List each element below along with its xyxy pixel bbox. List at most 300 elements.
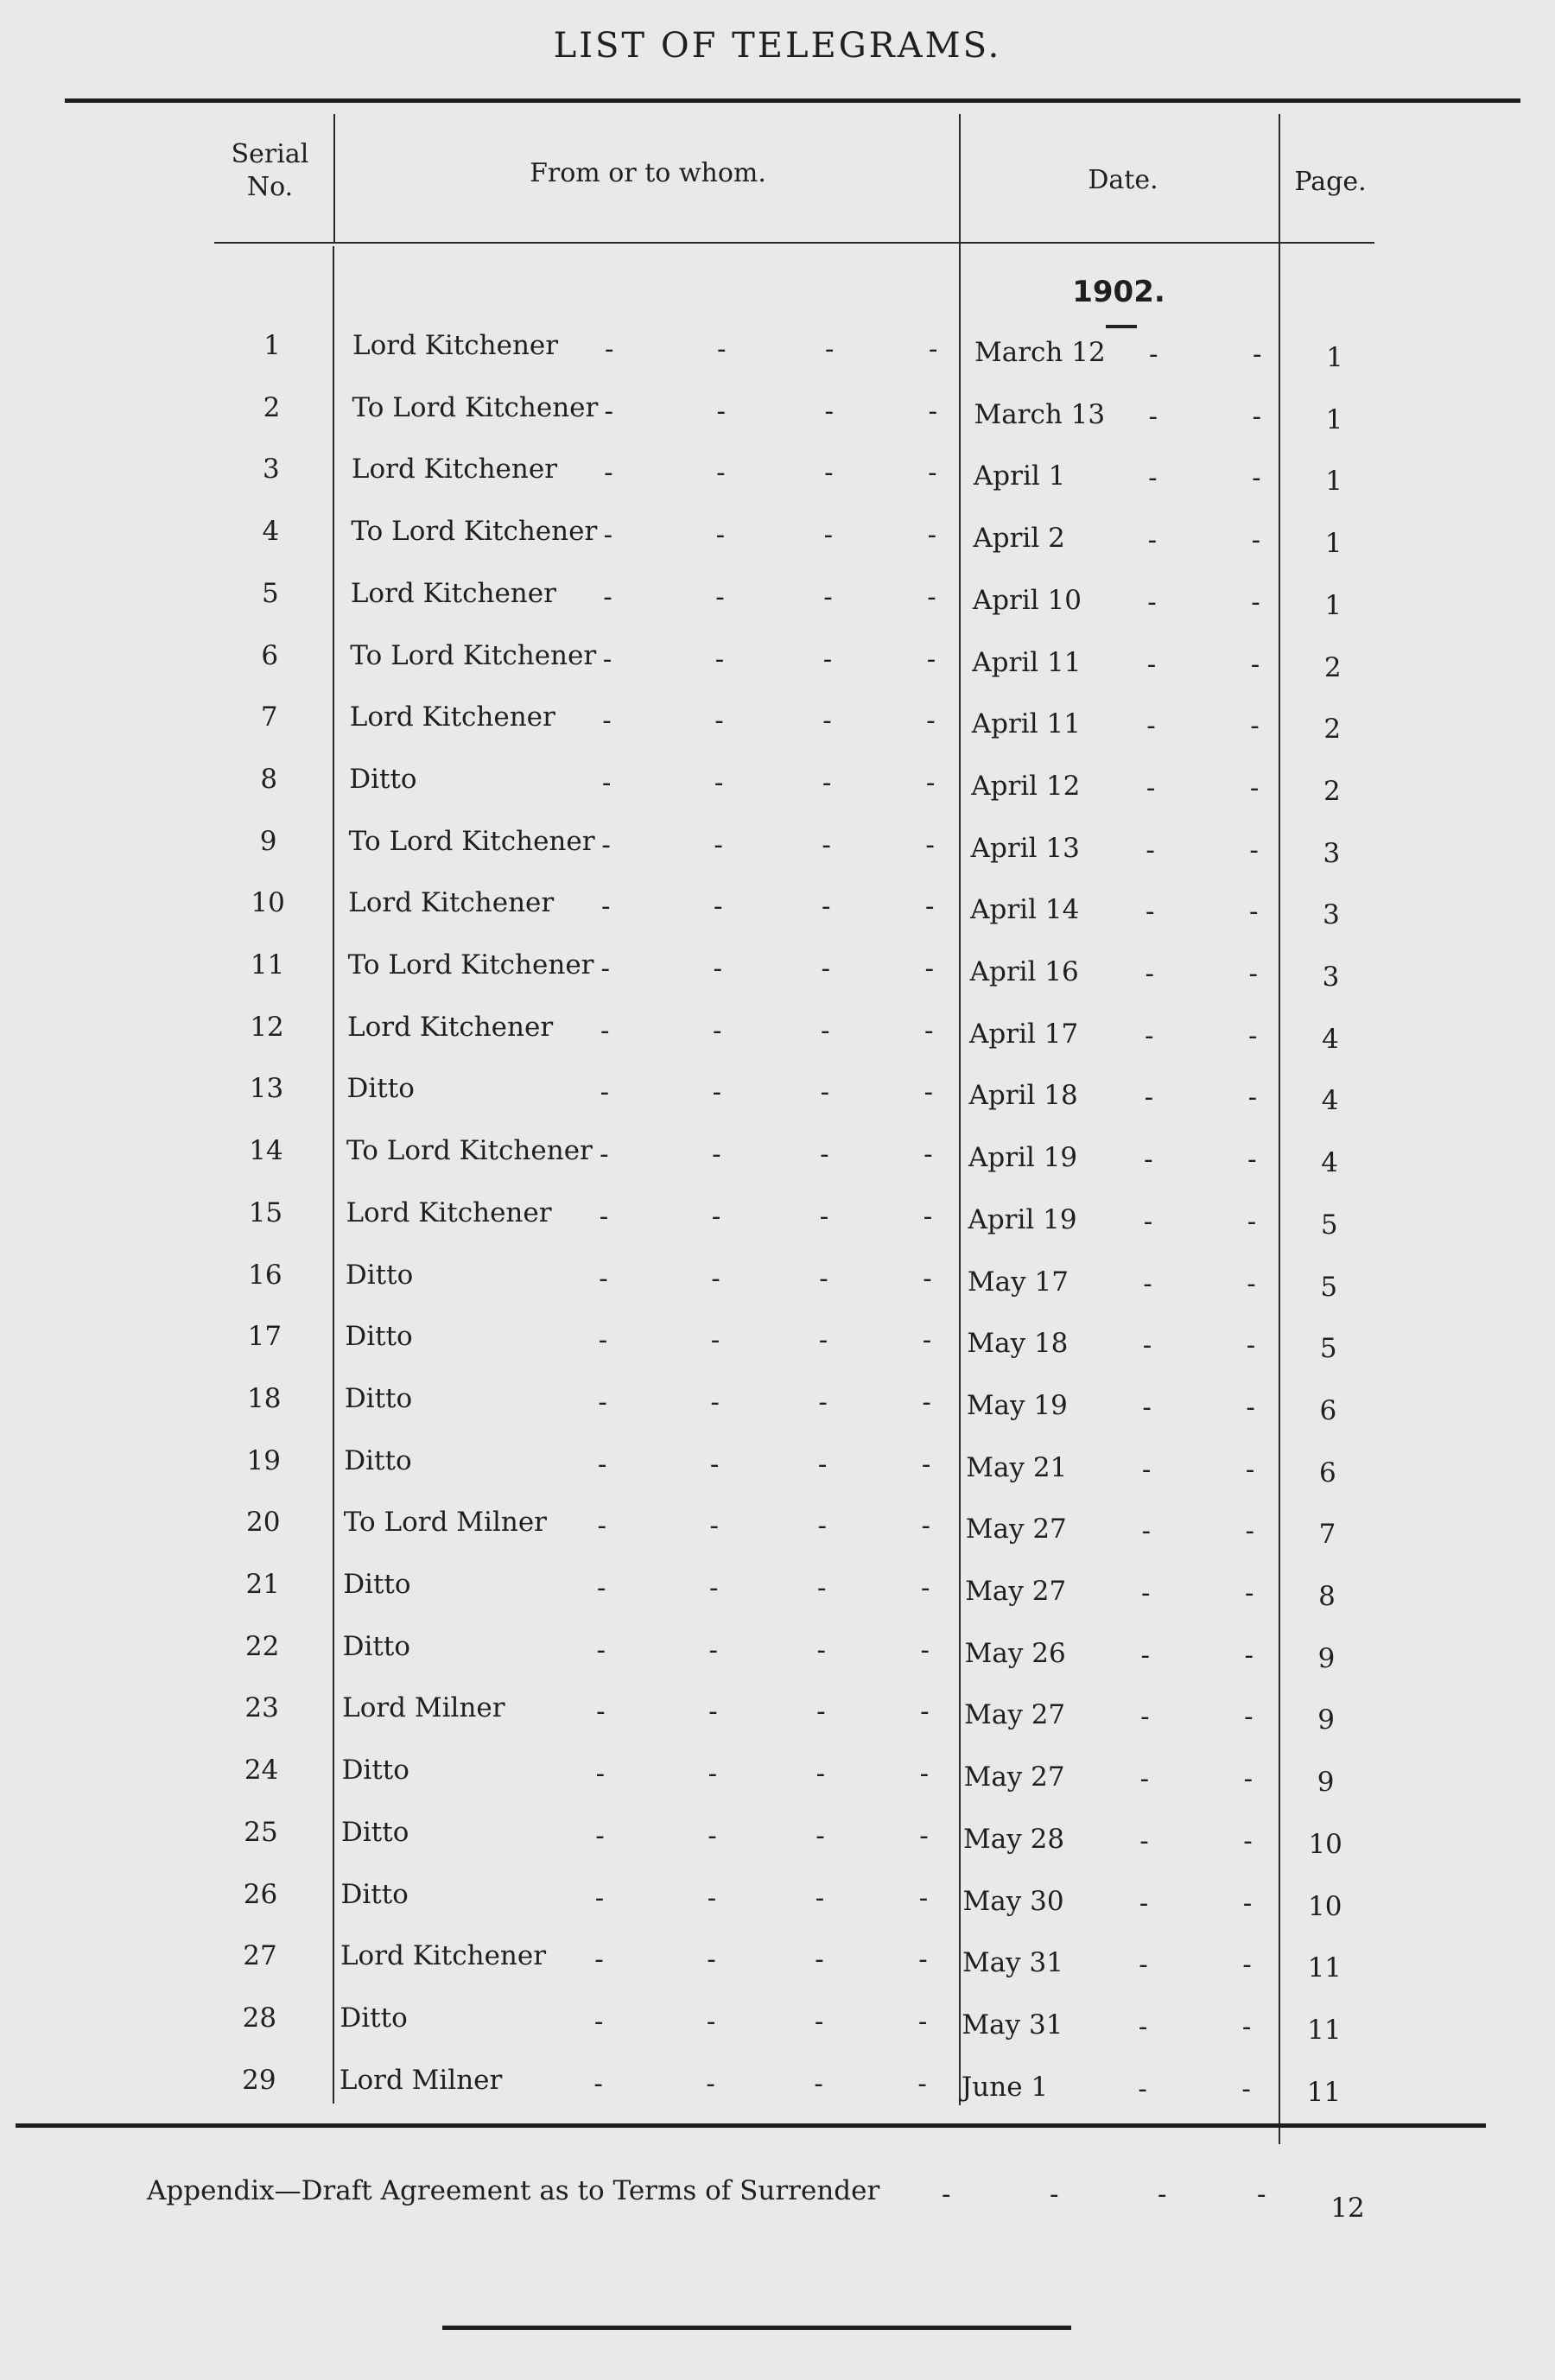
table-row (0, 1569, 1555, 1621)
page-number: 11 (1306, 2076, 1342, 2108)
table-row (0, 1012, 1555, 1063)
leader-dash: - (1253, 339, 1262, 370)
table-row (0, 392, 1555, 444)
leader-dash: - (593, 2005, 604, 2037)
table-row (0, 1073, 1555, 1125)
telegram-date: May 17 (967, 1266, 1069, 1298)
leader-dash: - (1248, 1019, 1258, 1051)
correspondent: Lord Kitchener (352, 330, 559, 361)
table-row (0, 454, 1555, 505)
leader-dash: - (815, 1882, 825, 1914)
telegram-date: March 13 (974, 398, 1106, 430)
page-number: 3 (1323, 899, 1340, 931)
table-row (0, 764, 1555, 816)
page-number: 6 (1319, 1457, 1336, 1488)
leader-dash: - (716, 395, 727, 427)
leader-dash: - (917, 2067, 927, 2099)
leader-dash: - (1144, 1082, 1154, 1114)
page-number: 1 (1324, 528, 1342, 560)
leader-dash: - (816, 1634, 827, 1666)
leader-dash: - (717, 333, 727, 365)
page-number: 2 (1323, 775, 1341, 807)
table-row (0, 1879, 1555, 1931)
leader-dash: - (1146, 710, 1156, 742)
leader-dash: - (814, 2005, 824, 2037)
leader-dash: - (710, 1386, 720, 1418)
serial-number: 4 (262, 516, 280, 548)
leader-dash: - (1251, 586, 1260, 618)
telegram-date: April 1 (973, 460, 1066, 492)
page-number: 9 (1317, 1704, 1335, 1736)
correspondent: Lord Kitchener (348, 887, 555, 919)
leader-dash: - (1250, 648, 1260, 680)
header-serial: Serial No. (231, 139, 309, 202)
leader-dash: - (595, 1758, 606, 1790)
closing-rule (442, 2326, 1071, 2330)
correspondent: Lord Kitchener (347, 1011, 554, 1043)
page-number: 4 (1321, 1085, 1339, 1117)
leader-dash: - (1140, 1701, 1150, 1733)
leader-dash: - (821, 891, 831, 923)
leader-dash: - (1142, 1391, 1152, 1423)
telegram-date: April 11 (972, 646, 1082, 678)
leader-dash: - (708, 1819, 717, 1851)
table-row (0, 578, 1555, 630)
leader-dash: - (1148, 400, 1158, 432)
header-date: Date. (1088, 165, 1158, 195)
leader-dash: - (709, 1448, 720, 1480)
serial-number: 24 (244, 1755, 279, 1787)
serial-number: 28 (242, 2002, 277, 2034)
leader-dash: - (923, 1139, 933, 1171)
page-number: 11 (1307, 2014, 1342, 2046)
leader-dash: - (1050, 2179, 1059, 2210)
serial-number: 2 (263, 391, 281, 423)
leader-dash: - (715, 581, 725, 612)
leader-dash: - (1149, 339, 1158, 370)
page-number: 1 (1325, 466, 1342, 498)
telegram-date: May 28 (963, 1823, 1065, 1855)
table-row (0, 330, 1555, 382)
leader-dash: - (715, 519, 726, 551)
correspondent: Ditto (344, 1382, 413, 1414)
table-row (0, 1260, 1555, 1311)
leader-dash: - (1144, 1144, 1153, 1176)
correspondent: Ditto (341, 1816, 409, 1848)
leader-dash: - (825, 333, 835, 365)
page-number: 9 (1317, 1767, 1335, 1799)
leader-dash: - (1247, 1205, 1257, 1237)
leader-dash: - (923, 1262, 932, 1294)
leader-dash: - (599, 1200, 609, 1232)
leader-dash: - (716, 457, 726, 489)
leader-dash: - (1245, 1577, 1254, 1609)
table-row (0, 1755, 1555, 1806)
leader-dash: - (927, 519, 937, 551)
table-row (0, 949, 1555, 1001)
table-row (0, 1817, 1555, 1869)
leader-dash: - (712, 1076, 722, 1108)
page-number: 3 (1322, 962, 1340, 993)
leader-dash: - (923, 1200, 933, 1232)
page-number: 4 (1321, 1147, 1338, 1179)
year-underline (1106, 325, 1137, 328)
leader-dash: - (922, 1324, 932, 1356)
leader-dash: - (928, 457, 937, 489)
serial-number: 17 (247, 1321, 282, 1353)
leader-dash: - (708, 1634, 719, 1666)
table-row (0, 1445, 1555, 1497)
leader-dash: - (710, 1324, 720, 1356)
page-number: 9 (1317, 1642, 1336, 1674)
telegram-date: April 12 (971, 770, 1081, 802)
leader-dash: - (1247, 1267, 1256, 1299)
correspondent: Ditto (340, 2002, 408, 2034)
correspondent: Ditto (345, 1259, 414, 1291)
leader-dash: - (824, 395, 835, 427)
correspondent: Lord Kitchener (349, 701, 555, 733)
telegram-date: May 31 (962, 1947, 1063, 1979)
serial-number: 8 (260, 763, 278, 795)
leader-dash: - (1242, 1949, 1252, 1981)
leader-dash: - (594, 1944, 604, 1976)
telegram-date: March 12 (974, 337, 1106, 368)
leader-dash: - (1139, 1949, 1148, 1981)
year-heading: 1902. (1072, 275, 1165, 309)
leader-dash: - (602, 643, 612, 675)
leader-dash: - (1243, 1825, 1253, 1856)
telegram-date: May 26 (964, 1637, 1066, 1669)
leader-dash: - (822, 705, 832, 737)
leader-dash: - (709, 1572, 719, 1603)
leader-dash: - (597, 1510, 606, 1542)
header-from-to: From or to whom. (530, 158, 766, 188)
leader-dash: - (814, 2067, 823, 2099)
page-number: 8 (1318, 1581, 1336, 1612)
leader-dash: - (599, 1262, 608, 1294)
leader-dash: - (594, 1882, 605, 1914)
leader-dash: - (821, 1014, 830, 1046)
column-divider (333, 114, 335, 242)
correspondent: Lord Kitchener (350, 577, 556, 609)
leader-dash: - (1248, 958, 1258, 989)
leader-dash: - (820, 1139, 829, 1171)
table-row (0, 1507, 1555, 1558)
telegram-date: April 10 (972, 584, 1082, 616)
serial-number: 19 (246, 1444, 281, 1476)
serial-number: 22 (244, 1630, 280, 1662)
leader-dash: - (926, 643, 936, 675)
leader-dash: - (714, 705, 724, 737)
leader-dash: - (918, 1882, 929, 1914)
leader-dash: - (1252, 462, 1261, 494)
table-row (0, 1940, 1555, 1992)
leader-dash: - (1147, 524, 1158, 556)
leader-dash: - (593, 2067, 603, 2099)
leader-dash: - (711, 1200, 721, 1232)
correspondent: Ditto (344, 1444, 412, 1476)
leader-dash: - (1139, 1763, 1150, 1795)
page-number: 5 (1320, 1209, 1338, 1241)
page-number: 5 (1319, 1333, 1337, 1365)
serial-number: 7 (260, 701, 278, 733)
leader-dash: - (1148, 462, 1158, 494)
leader-dash: - (1246, 1330, 1256, 1361)
telegram-date: April 19 (968, 1203, 1077, 1235)
leader-dash: - (600, 1076, 610, 1108)
correspondent: Ditto (343, 1569, 411, 1600)
leader-dash: - (1245, 1515, 1254, 1547)
bottom-rule (16, 2123, 1486, 2128)
leader-dash: - (816, 1819, 825, 1851)
correspondent: Ditto (340, 1878, 409, 1910)
appendix-page: 12 (1330, 2193, 1365, 2224)
leader-dash: - (601, 766, 612, 798)
leader-dash: - (929, 333, 938, 365)
leader-dash: - (928, 395, 938, 427)
leader-dash: - (917, 2005, 928, 2037)
leader-dash: - (1241, 2072, 1251, 2104)
leader-dash: - (1242, 1887, 1253, 1919)
telegram-date: May 30 (962, 1885, 1064, 1917)
page-title: LIST OF TELEGRAMS. (553, 26, 1002, 66)
leader-dash: - (1252, 400, 1262, 432)
serial-number: 26 (243, 1878, 278, 1910)
table-row (0, 516, 1555, 568)
correspondent: Lord Milner (339, 2064, 503, 2096)
leader-dash: - (824, 457, 834, 489)
telegram-date: May 27 (964, 1699, 1066, 1731)
leader-dash: - (707, 1882, 717, 1914)
serial-number: 15 (248, 1196, 283, 1228)
appendix-label: Appendix—Draft Agreement as to Terms of Surrender (147, 2175, 880, 2206)
table-row (0, 640, 1555, 692)
page-number: 6 (1319, 1394, 1337, 1426)
serial-number: 16 (248, 1259, 282, 1291)
correspondent: Ditto (349, 763, 417, 795)
correspondent: Lord Milner (342, 1692, 505, 1724)
leader-dash: - (604, 457, 613, 489)
telegram-date: April 13 (970, 832, 1080, 864)
leader-dash: - (816, 1758, 826, 1790)
leader-dash: - (922, 1386, 931, 1418)
leader-dash: - (706, 2005, 716, 2037)
telegram-date: April 18 (968, 1080, 1078, 1112)
serial-number: 27 (243, 1940, 277, 1972)
correspondent: Ditto (345, 1321, 413, 1353)
leader-dash: - (596, 1696, 606, 1728)
leader-dash: - (1249, 834, 1259, 866)
leader-dash: - (816, 1696, 826, 1728)
leader-dash: - (712, 1139, 721, 1171)
leader-dash: - (921, 1510, 930, 1542)
leader-dash: - (597, 1572, 606, 1603)
leader-dash: - (921, 1448, 931, 1480)
leader-dash: - (711, 1262, 720, 1294)
leader-dash: - (1251, 524, 1261, 556)
leader-dash: - (1139, 1825, 1149, 1856)
leader-dash: - (708, 1758, 718, 1790)
leader-dash: - (818, 1324, 828, 1356)
leader-dash: - (822, 643, 833, 675)
leader-dash: - (1244, 1639, 1254, 1671)
leader-dash: - (595, 1819, 605, 1851)
correspondent: To Lord Milner (343, 1507, 547, 1539)
leader-dash: - (927, 581, 936, 612)
leader-dash: - (822, 766, 832, 798)
telegram-date: June 1 (961, 2071, 1049, 2103)
leader-dash: - (605, 333, 614, 365)
leader-dash: - (1138, 2010, 1148, 2042)
leader-dash: - (924, 1014, 934, 1046)
leader-dash: - (597, 1448, 607, 1480)
leader-dash: - (598, 1324, 608, 1356)
leader-dash: - (1248, 896, 1259, 928)
leader-dash: - (706, 2067, 715, 2099)
leader-dash: - (821, 953, 830, 984)
page-number: 10 (1308, 1828, 1342, 1860)
telegram-date: April 11 (971, 708, 1081, 740)
correspondent: Ditto (346, 1073, 415, 1105)
leader-dash: - (1241, 2010, 1252, 2042)
table-row (0, 826, 1555, 878)
leader-dash: - (600, 953, 610, 984)
correspondent: To Lord Kitchener (350, 639, 597, 671)
correspondent: Lord Kitchener (346, 1196, 552, 1228)
leader-dash: - (1247, 1144, 1257, 1176)
leader-dash: - (918, 1944, 928, 1976)
page-number: 1 (1325, 403, 1343, 435)
leader-dash: - (1243, 1763, 1254, 1795)
telegram-date: May 27 (963, 1761, 1065, 1793)
top-rule (65, 98, 1520, 103)
page-number: 2 (1323, 714, 1342, 746)
serial-number: 25 (244, 1816, 278, 1848)
correspondent: To Lord Kitchener (347, 949, 594, 981)
serial-number: 13 (249, 1073, 284, 1105)
page-number: 1 (1324, 589, 1342, 621)
leader-dash: - (1138, 2072, 1147, 2104)
table-row (0, 2065, 1555, 2117)
leader-dash: - (817, 1448, 828, 1480)
leader-dash: - (713, 1014, 722, 1046)
serial-number: 3 (263, 454, 280, 486)
serial-number: 9 (259, 825, 277, 857)
correspondent: To Lord Kitchener (346, 1135, 593, 1167)
leader-dash: - (1141, 1515, 1151, 1547)
page-number: 4 (1322, 1023, 1339, 1055)
leader-dash: - (926, 705, 936, 737)
leader-dash: - (596, 1634, 606, 1666)
leader-dash: - (1145, 958, 1154, 989)
leader-dash: - (919, 1819, 929, 1851)
table-row (0, 887, 1555, 939)
page-number: 10 (1308, 1890, 1342, 1922)
table-row (0, 1692, 1555, 1744)
leader-dash: - (713, 891, 723, 923)
leader-dash: - (1145, 1019, 1154, 1051)
serial-number: 6 (261, 639, 279, 671)
telegram-date: April 17 (969, 1018, 1079, 1050)
serial-number: 14 (249, 1135, 283, 1167)
correspondent: Ditto (342, 1630, 411, 1662)
leader-dash: - (823, 519, 834, 551)
leader-dash: - (714, 643, 725, 675)
leader-dash: - (925, 828, 935, 860)
leader-dash: - (924, 953, 934, 984)
leader-dash: - (604, 395, 614, 427)
leader-dash: - (709, 1510, 719, 1542)
leader-dash: - (919, 1758, 930, 1790)
leader-dash: - (1146, 771, 1156, 803)
leader-dash: - (920, 1696, 930, 1728)
page-number: 7 (1318, 1519, 1336, 1551)
serial-number: 11 (250, 949, 285, 981)
serial-number: 23 (244, 1692, 279, 1724)
leader-dash: - (1143, 1205, 1153, 1237)
telegram-date: May 21 (966, 1451, 1068, 1483)
telegram-date: April 14 (970, 894, 1080, 926)
leader-dash: - (924, 891, 935, 923)
correspondent: To Lord Kitchener (348, 825, 595, 857)
leader-dash: - (942, 2179, 951, 2210)
leader-dash: - (1247, 1082, 1258, 1114)
leader-dash: - (1147, 586, 1157, 618)
correspondent: Lord Kitchener (351, 454, 558, 486)
serial-number: 18 (247, 1382, 282, 1414)
leader-dash: - (925, 766, 936, 798)
leader-dash: - (598, 1386, 607, 1418)
table-row (0, 1135, 1555, 1187)
leader-dash: - (820, 1076, 830, 1108)
leader-dash: - (601, 828, 611, 860)
leader-dash: - (600, 891, 611, 923)
leader-dash: - (1257, 2179, 1266, 2210)
table-row (0, 1321, 1555, 1373)
serial-number: 12 (250, 1011, 284, 1043)
page-number: 5 (1320, 1271, 1338, 1303)
page-number: 2 (1323, 651, 1342, 683)
telegram-date: May 19 (966, 1389, 1068, 1421)
serial-number: 1 (263, 330, 281, 361)
leader-dash: - (1158, 2179, 1167, 2210)
telegram-date: May 31 (962, 2009, 1063, 2040)
leader-dash: - (603, 581, 612, 612)
table-row (0, 1631, 1555, 1683)
telegram-date: May 18 (967, 1328, 1069, 1360)
leader-dash: - (708, 1696, 718, 1728)
leader-dash: - (818, 1386, 828, 1418)
leader-dash: - (1145, 896, 1155, 928)
correspondent: To Lord Kitchener (352, 391, 599, 423)
table-row (0, 1197, 1555, 1249)
header-rule (214, 242, 1374, 244)
leader-dash: - (1244, 1701, 1254, 1733)
leader-dash: - (817, 1510, 827, 1542)
leader-dash: - (603, 519, 613, 551)
leader-dash: - (819, 1200, 829, 1232)
telegram-date: May 27 (965, 1514, 1067, 1545)
leader-dash: - (1245, 1453, 1255, 1485)
leader-dash: - (1143, 1267, 1152, 1299)
page-number: 1 (1326, 342, 1343, 373)
leader-dash: - (714, 828, 723, 860)
leader-dash: - (713, 953, 722, 984)
table-row (0, 1383, 1555, 1435)
page-number: 3 (1323, 837, 1341, 869)
leader-dash: - (600, 1014, 610, 1046)
leader-dash: - (1141, 1453, 1152, 1485)
